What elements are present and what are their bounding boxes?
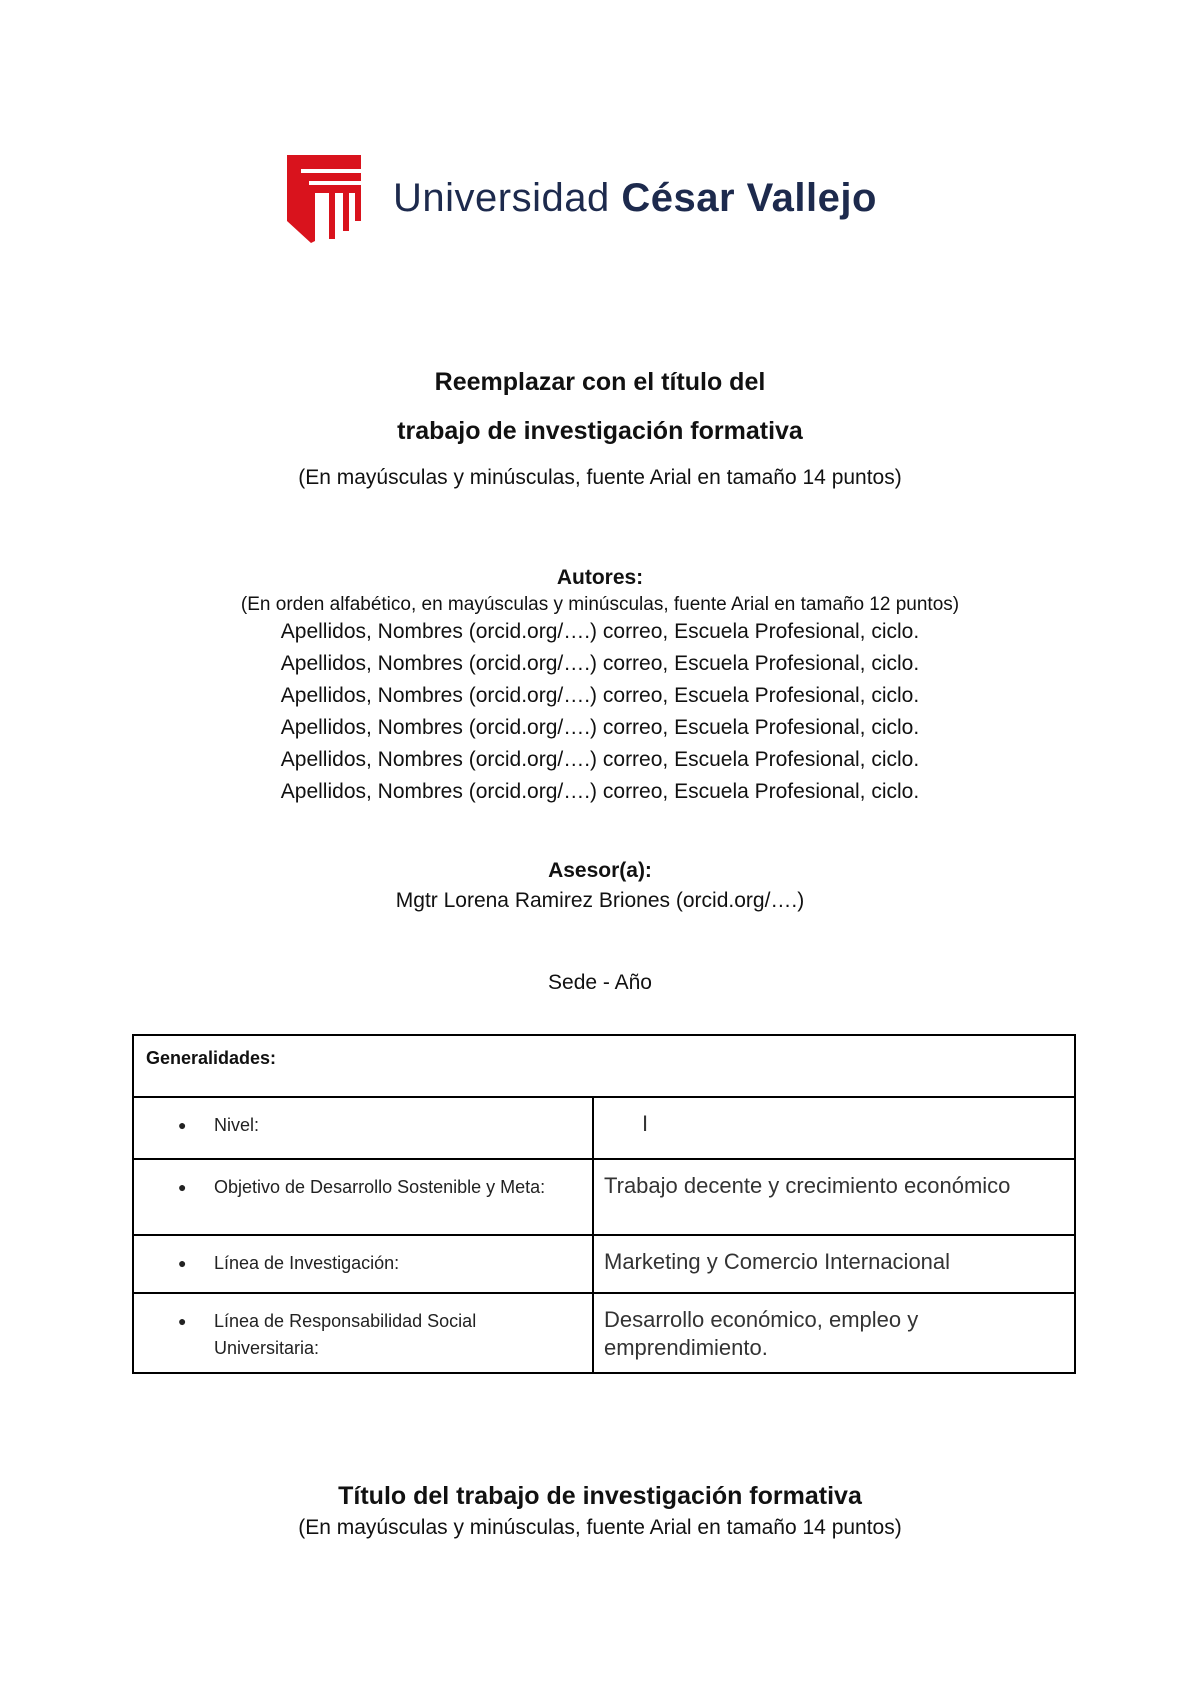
row-label: Objetivo de Desarrollo Sostenible y Meta: bbox=[214, 1177, 546, 1197]
bullet-icon: ● bbox=[178, 1255, 187, 1271]
title-note: (En mayúsculas y minúsculas, fuente Arial en tamaño 14 puntos) bbox=[298, 466, 902, 489]
row-label: Línea de Responsabilidad Social Universitaria: bbox=[214, 1311, 477, 1358]
title-line-1: Reemplazar con el título del bbox=[434, 368, 766, 396]
authors-heading: Autores: bbox=[556, 566, 644, 589]
row-label-cell bbox=[133, 1159, 593, 1235]
row-label-cell bbox=[133, 1293, 593, 1373]
bullet-icon: ● bbox=[178, 1313, 187, 1329]
row-label-cell bbox=[133, 1097, 593, 1159]
authors-note: (En orden alfabético, en mayúsculas y minúsculas, fuente Arial en tamaño 12 puntos) bbox=[240, 594, 960, 615]
second-title: Título del trabajo de investigación formativa bbox=[338, 1482, 862, 1510]
ucv-shield-icon bbox=[285, 151, 363, 245]
generalidades-table bbox=[132, 1034, 1076, 1374]
row-value-cell bbox=[593, 1235, 1075, 1293]
row-value-cell bbox=[593, 1293, 1075, 1373]
place-year: Sede - Año bbox=[548, 971, 652, 994]
table-row bbox=[133, 1235, 1075, 1293]
row-value: I bbox=[642, 1111, 649, 1136]
second-title-note: (En mayúsculas y minúsculas, fuente Arial en tamaño 14 puntos) bbox=[298, 1516, 902, 1539]
title-line-2: trabajo de investigación formativa bbox=[397, 417, 803, 445]
row-value-cell bbox=[593, 1159, 1075, 1235]
table-row bbox=[133, 1293, 1075, 1373]
author-line: Apellidos, Nombres (orcid.org/….) correo, Escuela Profesional, ciclo. bbox=[280, 684, 920, 707]
university-logo bbox=[285, 150, 935, 246]
row-value: Desarrollo económico, empleo y emprendimiento. bbox=[604, 1307, 919, 1360]
table-row bbox=[133, 1159, 1075, 1235]
bullet-icon: ● bbox=[178, 1117, 187, 1133]
row-label-cell bbox=[133, 1235, 593, 1293]
advisor-heading: Asesor(a): bbox=[548, 859, 652, 882]
row-label: Línea de Investigación: bbox=[214, 1253, 400, 1273]
bullet-icon: ● bbox=[178, 1179, 187, 1195]
advisor-name: Mgtr Lorena Ramirez Briones (orcid.org/….) bbox=[395, 889, 805, 912]
author-line: Apellidos, Nombres (orcid.org/….) correo, Escuela Profesional, ciclo. bbox=[280, 652, 920, 675]
author-line: Apellidos, Nombres (orcid.org/….) correo, Escuela Profesional, ciclo. bbox=[280, 748, 920, 771]
author-line: Apellidos, Nombres (orcid.org/….) correo, Escuela Profesional, ciclo. bbox=[280, 716, 920, 739]
author-line: Apellidos, Nombres (orcid.org/….) correo, Escuela Profesional, ciclo. bbox=[280, 780, 920, 803]
row-value-cell bbox=[593, 1097, 1075, 1159]
row-label: Nivel: bbox=[214, 1115, 260, 1135]
university-name: Universidad César Vallejo bbox=[393, 175, 877, 220]
table-header: Generalidades: bbox=[133, 1035, 1075, 1097]
table-row bbox=[133, 1097, 1075, 1159]
author-line: Apellidos, Nombres (orcid.org/….) correo, Escuela Profesional, ciclo. bbox=[280, 620, 920, 643]
row-value: Marketing y Comercio Internacional bbox=[604, 1249, 951, 1274]
row-value: Trabajo decente y crecimiento económico bbox=[604, 1173, 1011, 1198]
